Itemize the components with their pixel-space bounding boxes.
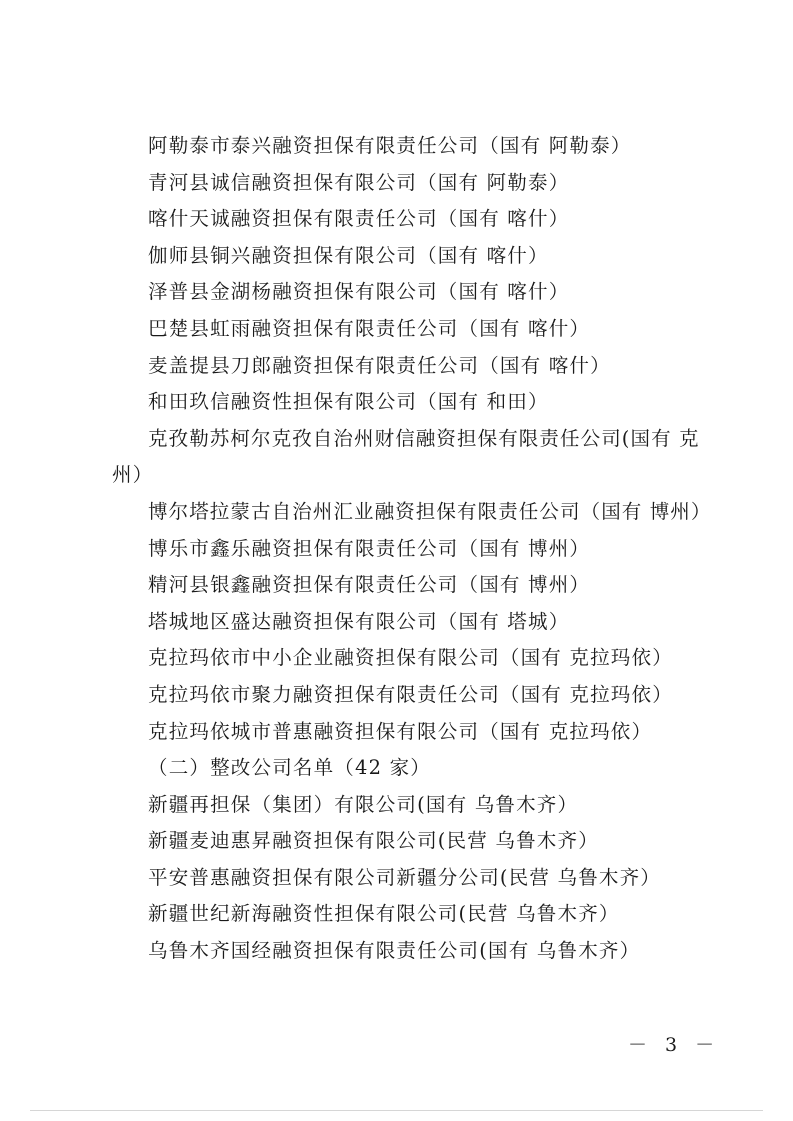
list-item: 博乐市鑫乐融资担保有限责任公司（国有 博州） (148, 536, 591, 560)
list-item: 巴楚县虹雨融资担保有限责任公司（国有 喀什） (148, 316, 591, 340)
page-number: － 3 － (628, 1034, 721, 1056)
company-list (112, 128, 712, 970)
bottom-rule (30, 1110, 763, 1111)
list-item: 精河县银鑫融资担保有限责任公司（国有 博州） (148, 573, 591, 597)
list-item: 博尔塔拉蒙古自治州汇业融资担保有限责任公司（国有 博州） (148, 499, 712, 523)
list-item: 克拉玛依城市普惠融资担保有限公司（国有 克拉玛依） (148, 719, 653, 743)
list-item: 阿勒泰市泰兴融资担保有限责任公司（国有 阿勒泰） (148, 134, 632, 157)
list-item: 新疆麦迪惠昇融资担保有限公司(民营 乌鲁木齐） (148, 829, 599, 853)
list-item: 克拉玛依市聚力融资担保有限责任公司（国有 克拉玛依） (148, 682, 673, 706)
list-item: 乌鲁木齐国经融资担保有限责任公司(国有 乌鲁木齐） (148, 939, 641, 963)
list-item: 新疆再担保（集团）有限公司(国有 乌鲁木齐） (148, 792, 579, 816)
list-item: 克拉玛依市中小企业融资担保有限公司（国有 克拉玛依） (148, 646, 673, 670)
list-item: 新疆世纪新海融资性担保有限公司(民营 乌鲁木齐） (148, 902, 620, 926)
list-item: 塔城地区盛达融资担保有限公司（国有 塔城） (148, 609, 570, 633)
list-item: 平安普惠融资担保有限公司新疆分公司(民营 乌鲁木齐） (148, 865, 662, 889)
list-item: 克孜勒苏柯尔克孜自治州财信融资担保有限责任公司(国有 克州） (112, 426, 700, 487)
section-heading: （二）整改公司名单（42 家） (148, 756, 432, 780)
list-item: 麦盖提县刀郎融资担保有限责任公司（国有 喀什） (148, 353, 611, 377)
list-item: 喀什天诚融资担保有限责任公司（国有 喀什） (148, 207, 570, 231)
list-item: 伽师县铜兴融资担保有限公司（国有 喀什） (148, 243, 549, 267)
list-item: 泽普县金湖杨融资担保有限公司（国有 喀什） (148, 280, 570, 304)
list-item: 青河县诚信融资担保有限公司（国有 阿勒泰） (148, 170, 570, 194)
list-item: 和田玖信融资性担保有限公司（国有 和田） (148, 390, 549, 414)
